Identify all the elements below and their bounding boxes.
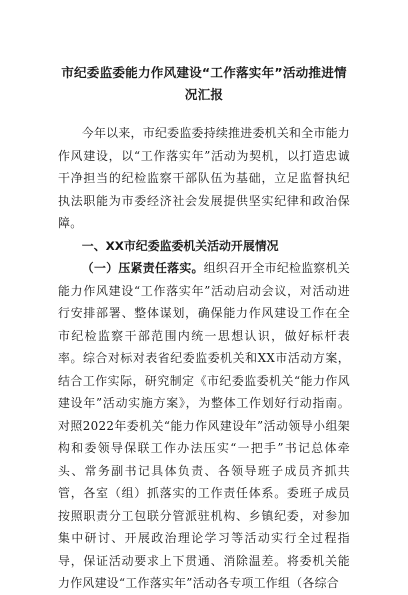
subsection-body: 组织召开全市纪检监察机关能力作风建设“工作落实年”活动启动会议，对活动进行安排部署、整体谋划，确保能力作风建设工作在全市纪检监察干部范围内统一思想认识，做好标杆表率。综合对标对表省纪委监委机关和XX市活动方案，结合工作实际，研究制定《市纪委监委机关“能力作风建设年”活动实施方案》，为整体工作划好行动指南。对照2022年委机关“能力作风建设年”活动领导小组架构和委领导保联工作办法压实“一把手”书记总体牵头、常务副书记具体负责、各领导班子成员齐抓共管，各室（组）抓落实的工作责任体系。委班子成员按照职责分工包联分管派驻机构、乡镇纪委，对参加集中研讨、开展政治理论学习等活动实行全过程指导，保证活动要求上下贯通、消除温差。将委机关能力作风建设“工作落实年”活动各专项工作组（各综合: [58, 261, 351, 590]
section-heading: 一、XX市纪委监委机关活动开展情况: [81, 238, 279, 253]
subsection-lead: （一）压紧责任落实。: [81, 261, 204, 275]
intro-paragraph: 今年以来，市纪委监委持续推进委机关和全市能力作风建设，以“工作落实年”活动为契机，以打造忠诚干净担当的纪检监察干部队伍为基础，立足监督执纪执法职能为市委经济社会发展提供坚实纪律和政治保障。: [58, 126, 350, 230]
subsection-paragraph: [58, 257, 350, 595]
document-title: 市纪委监委能力作风建设“工作落实年”活动推进情况汇报: [61, 65, 347, 102]
